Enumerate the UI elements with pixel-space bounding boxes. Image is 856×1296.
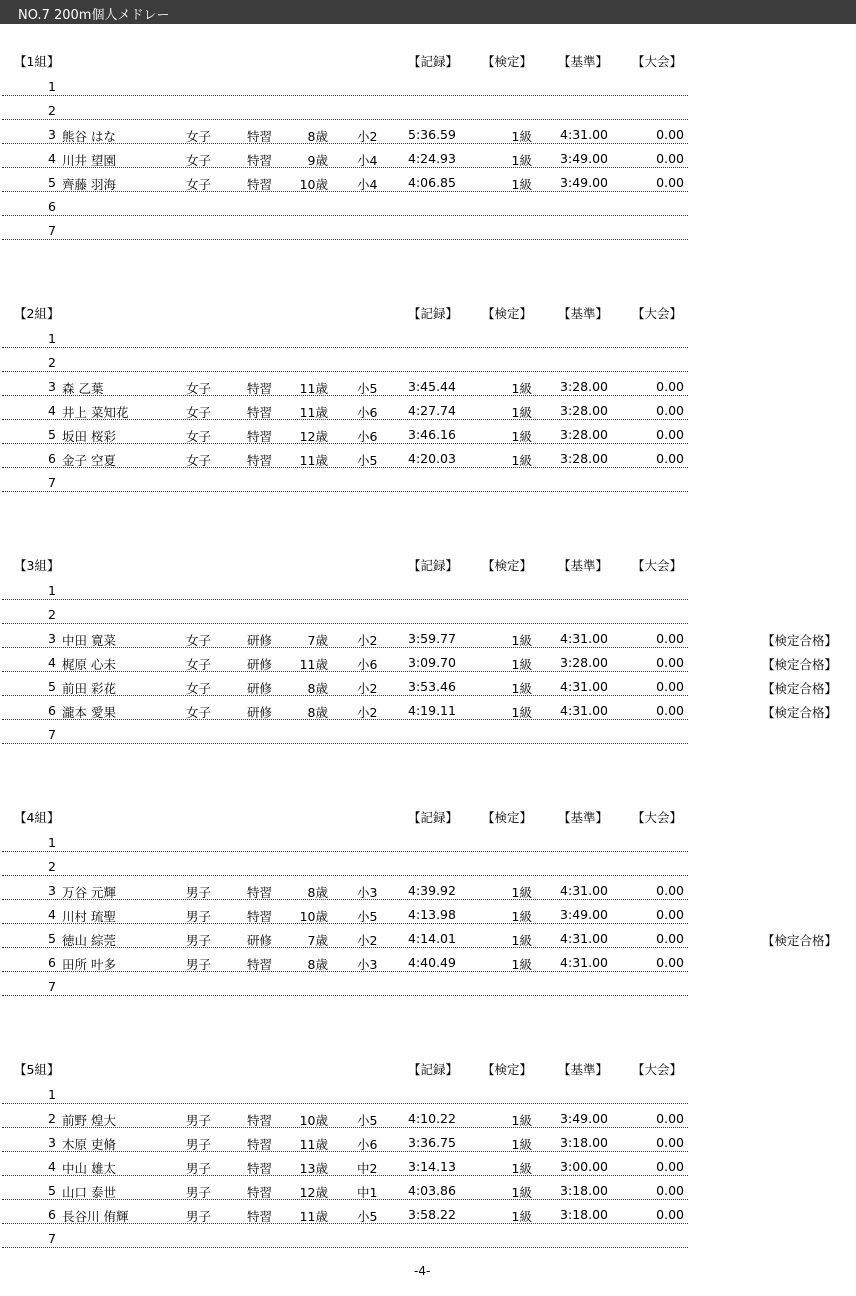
lane-row (0, 1224, 856, 1248)
record-time: 4:03.86 (408, 1183, 456, 1198)
certification-level: 1級 (511, 153, 532, 168)
sex: 男子 (186, 1113, 212, 1128)
header-kentei: 【検定】 (482, 1062, 533, 1077)
sex: 男子 (186, 885, 212, 900)
header-taikai: 【大会】 (632, 54, 683, 69)
standard-time: 3:28.00 (560, 451, 608, 466)
sex: 男子 (186, 1137, 212, 1152)
lane-row (0, 144, 856, 168)
school-grade: 小2 (357, 681, 378, 696)
lane-number: 2 (48, 103, 56, 118)
header-kijun: 【基準】 (558, 1062, 609, 1077)
lane-row (0, 852, 856, 876)
lane-number: 5 (48, 931, 56, 946)
lane-number: 7 (48, 979, 56, 994)
certification-level: 1級 (511, 633, 532, 648)
lane-number: 5 (48, 679, 56, 694)
lane-number: 7 (48, 727, 56, 742)
record-time: 4:20.03 (408, 451, 456, 466)
lane-row (0, 876, 856, 900)
header-kijun: 【基準】 (558, 54, 609, 69)
swimmer-name: 田所 叶多 (62, 957, 116, 972)
certification-level: 1級 (511, 1137, 532, 1152)
certification-level: 1級 (511, 933, 532, 948)
standard-time: 4:31.00 (560, 955, 608, 970)
swimmer-name: 森 乙葉 (62, 381, 104, 396)
age: 8歳 (307, 705, 328, 720)
record-time: 3:14.13 (408, 1159, 456, 1174)
record-time: 4:27.74 (408, 403, 456, 418)
lane-number: 5 (48, 175, 56, 190)
sex: 女子 (186, 705, 212, 720)
category: 特習 (247, 909, 273, 924)
lane-number: 2 (48, 607, 56, 622)
school-grade: 小4 (357, 153, 378, 168)
header-kentei: 【検定】 (482, 558, 533, 573)
swimmer-name: 木原 吏脩 (62, 1137, 116, 1152)
lane-row (0, 720, 856, 744)
category: 特習 (247, 957, 273, 972)
swimmer-name: 中田 寛菜 (62, 633, 116, 648)
age: 8歳 (307, 885, 328, 900)
lane-row (0, 1080, 856, 1104)
category: 特習 (247, 177, 273, 192)
school-grade: 小5 (357, 1209, 378, 1224)
standard-time: 4:31.00 (560, 631, 608, 646)
heat-header (0, 804, 856, 828)
age: 11歳 (299, 1209, 328, 1224)
page-number: -4- (414, 1264, 431, 1278)
record-time: 4:24.93 (408, 151, 456, 166)
sex: 男子 (186, 909, 212, 924)
standard-time: 4:31.00 (560, 679, 608, 694)
heat-header (0, 552, 856, 576)
certification-level: 1級 (511, 129, 532, 144)
standard-time: 3:00.00 (560, 1159, 608, 1174)
lane-number: 1 (48, 583, 56, 598)
category: 特習 (247, 1137, 273, 1152)
meet-time: 0.00 (656, 679, 684, 694)
swimmer-name: 川村 琉聖 (62, 909, 116, 924)
age: 9歳 (307, 153, 328, 168)
swimmer-name: 前田 彩花 (62, 681, 116, 696)
school-grade: 小2 (357, 933, 378, 948)
lane-number: 3 (48, 379, 56, 394)
header-record: 【記録】 (408, 54, 459, 69)
age: 10歳 (299, 909, 328, 924)
lane-row (0, 348, 856, 372)
lane-row (0, 468, 856, 492)
row-divider (2, 1247, 688, 1248)
school-grade: 小6 (357, 657, 378, 672)
meet-time: 0.00 (656, 883, 684, 898)
meet-time: 0.00 (656, 427, 684, 442)
header-kentei: 【検定】 (482, 54, 533, 69)
sex: 男子 (186, 1185, 212, 1200)
swimmer-name: 坂田 桜彩 (62, 429, 116, 444)
header-kentei: 【検定】 (482, 810, 533, 825)
standard-time: 3:28.00 (560, 427, 608, 442)
heat-group (0, 48, 856, 288)
swimmer-name: 万谷 元輝 (62, 885, 116, 900)
certification-level: 1級 (511, 405, 532, 420)
swimmer-name: 長谷川 侑輝 (62, 1209, 129, 1224)
school-grade: 小5 (357, 1113, 378, 1128)
swimmer-name: 梶原 心未 (62, 657, 116, 672)
meet-time: 0.00 (656, 703, 684, 718)
meet-time: 0.00 (656, 1111, 684, 1126)
meet-time: 0.00 (656, 451, 684, 466)
meet-time: 0.00 (656, 907, 684, 922)
swimmer-name: 金子 空夏 (62, 453, 116, 468)
lane-number: 5 (48, 1183, 56, 1198)
category: 研修 (247, 633, 273, 648)
lane-row (0, 1104, 856, 1128)
standard-time: 4:31.00 (560, 703, 608, 718)
certification-level: 1級 (511, 1113, 532, 1128)
header-kijun: 【基準】 (558, 810, 609, 825)
lane-row (0, 1152, 856, 1176)
standard-time: 3:28.00 (560, 655, 608, 670)
school-grade: 小6 (357, 405, 378, 420)
certification-level: 1級 (511, 957, 532, 972)
heat-label: 【2組】 (14, 306, 60, 321)
lane-row (0, 600, 856, 624)
certification-level: 1級 (511, 681, 532, 696)
lane-number: 6 (48, 199, 56, 214)
category: 研修 (247, 705, 273, 720)
lane-number: 4 (48, 403, 56, 418)
lane-row (0, 696, 856, 720)
age: 12歳 (299, 1185, 328, 1200)
age: 11歳 (299, 657, 328, 672)
heat-header (0, 300, 856, 324)
header-taikai: 【大会】 (632, 306, 683, 321)
category: 研修 (247, 933, 273, 948)
category: 研修 (247, 657, 273, 672)
standard-time: 3:49.00 (560, 1111, 608, 1126)
school-grade: 小2 (357, 633, 378, 648)
lane-number: 4 (48, 1159, 56, 1174)
header-kijun: 【基準】 (558, 558, 609, 573)
school-grade: 小2 (357, 705, 378, 720)
sex: 女子 (186, 681, 212, 696)
lane-row (0, 324, 856, 348)
meet-time: 0.00 (656, 1183, 684, 1198)
sex: 男子 (186, 933, 212, 948)
age: 7歳 (307, 633, 328, 648)
standard-time: 4:31.00 (560, 883, 608, 898)
heat-label: 【1組】 (14, 54, 60, 69)
standard-time: 4:31.00 (560, 127, 608, 142)
header-taikai: 【大会】 (632, 810, 683, 825)
lane-number: 4 (48, 907, 56, 922)
standard-time: 3:18.00 (560, 1207, 608, 1222)
category: 特習 (247, 1185, 273, 1200)
category: 特習 (247, 405, 273, 420)
lane-row (0, 624, 856, 648)
record-time: 4:10.22 (408, 1111, 456, 1126)
record-time: 3:53.46 (408, 679, 456, 694)
meet-time: 0.00 (656, 403, 684, 418)
record-time: 3:59.77 (408, 631, 456, 646)
record-time: 3:09.70 (408, 655, 456, 670)
lane-row (0, 216, 856, 240)
school-grade: 小5 (357, 381, 378, 396)
standard-time: 3:49.00 (560, 907, 608, 922)
sex: 女子 (186, 405, 212, 420)
row-divider (2, 491, 688, 492)
lane-number: 3 (48, 1135, 56, 1150)
lane-number: 3 (48, 883, 56, 898)
heat-label: 【4組】 (14, 810, 60, 825)
lane-row (0, 168, 856, 192)
lane-row (0, 1128, 856, 1152)
swimmer-name: 前野 煌大 (62, 1113, 116, 1128)
age: 8歳 (307, 681, 328, 696)
standard-time: 3:18.00 (560, 1183, 608, 1198)
lane-row (0, 396, 856, 420)
swimmer-name: 川井 望園 (62, 153, 116, 168)
sex: 女子 (186, 153, 212, 168)
sex: 女子 (186, 177, 212, 192)
age: 11歳 (299, 405, 328, 420)
age: 11歳 (299, 1137, 328, 1152)
pass-badge: 【検定合格】 (762, 681, 838, 696)
school-grade: 小3 (357, 885, 378, 900)
sex: 男子 (186, 1161, 212, 1176)
age: 10歳 (299, 177, 328, 192)
header-record: 【記録】 (408, 1062, 459, 1077)
swimmer-name: 熊谷 はな (62, 129, 116, 144)
heat-group (0, 1056, 856, 1296)
category: 特習 (247, 1113, 273, 1128)
lane-number: 7 (48, 223, 56, 238)
meet-time: 0.00 (656, 955, 684, 970)
lane-row (0, 96, 856, 120)
meet-time: 0.00 (656, 655, 684, 670)
lane-row (0, 1176, 856, 1200)
age: 7歳 (307, 933, 328, 948)
swimmer-name: 徳山 綜莞 (62, 933, 116, 948)
certification-level: 1級 (511, 381, 532, 396)
swimmer-name: 齊藤 羽海 (62, 177, 116, 192)
pass-badge: 【検定合格】 (762, 933, 838, 948)
category: 特習 (247, 1161, 273, 1176)
meet-time: 0.00 (656, 1159, 684, 1174)
lane-number: 1 (48, 835, 56, 850)
record-time: 4:39.92 (408, 883, 456, 898)
age: 10歳 (299, 1113, 328, 1128)
heat-header (0, 1056, 856, 1080)
lane-number: 2 (48, 859, 56, 874)
certification-level: 1級 (511, 429, 532, 444)
sex: 女子 (186, 381, 212, 396)
lane-row (0, 120, 856, 144)
lane-row (0, 924, 856, 948)
lane-row (0, 828, 856, 852)
lane-number: 6 (48, 1207, 56, 1222)
standard-time: 3:28.00 (560, 379, 608, 394)
header-record: 【記録】 (408, 306, 459, 321)
swimmer-name: 山口 泰世 (62, 1185, 116, 1200)
lane-row (0, 372, 856, 396)
certification-level: 1級 (511, 705, 532, 720)
certification-level: 1級 (511, 657, 532, 672)
swimmer-name: 瀧本 愛果 (62, 705, 116, 720)
record-time: 4:06.85 (408, 175, 456, 190)
standard-time: 3:49.00 (560, 151, 608, 166)
header-taikai: 【大会】 (632, 1062, 683, 1077)
lane-number: 6 (48, 955, 56, 970)
age: 8歳 (307, 957, 328, 972)
certification-level: 1級 (511, 1209, 532, 1224)
lane-number: 4 (48, 151, 56, 166)
meet-time: 0.00 (656, 127, 684, 142)
record-time: 3:46.16 (408, 427, 456, 442)
header-kentei: 【検定】 (482, 306, 533, 321)
header-record: 【記録】 (408, 810, 459, 825)
meet-time: 0.00 (656, 631, 684, 646)
lane-row (0, 672, 856, 696)
school-grade: 小5 (357, 453, 378, 468)
row-divider (2, 995, 688, 996)
lane-number: 6 (48, 451, 56, 466)
record-time: 3:36.75 (408, 1135, 456, 1150)
pass-badge: 【検定合格】 (762, 657, 838, 672)
lane-number: 5 (48, 427, 56, 442)
lane-row (0, 900, 856, 924)
school-grade: 小3 (357, 957, 378, 972)
category: 特習 (247, 429, 273, 444)
record-time: 4:40.49 (408, 955, 456, 970)
meet-time: 0.00 (656, 175, 684, 190)
header-record: 【記録】 (408, 558, 459, 573)
certification-level: 1級 (511, 1185, 532, 1200)
row-divider (2, 743, 688, 744)
heat-label: 【5組】 (14, 1062, 60, 1077)
certification-level: 1級 (511, 885, 532, 900)
heat-group (0, 300, 856, 540)
standard-time: 4:31.00 (560, 931, 608, 946)
standard-time: 3:28.00 (560, 403, 608, 418)
certification-level: 1級 (511, 177, 532, 192)
heat-group (0, 804, 856, 1044)
lane-number: 6 (48, 703, 56, 718)
category: 研修 (247, 681, 273, 696)
meet-time: 0.00 (656, 151, 684, 166)
record-time: 5:36.59 (408, 127, 456, 142)
heat-label: 【3組】 (14, 558, 60, 573)
school-grade: 中2 (357, 1161, 378, 1176)
certification-level: 1級 (511, 1161, 532, 1176)
lane-row (0, 1200, 856, 1224)
category: 特習 (247, 1209, 273, 1224)
heat-header (0, 48, 856, 72)
lane-number: 3 (48, 127, 56, 142)
record-time: 3:58.22 (408, 1207, 456, 1222)
lane-number: 1 (48, 331, 56, 346)
pass-badge: 【検定合格】 (762, 705, 838, 720)
page-title: NO.7 200m個人メドレー (18, 8, 170, 23)
lane-row (0, 648, 856, 672)
age: 11歳 (299, 381, 328, 396)
school-grade: 中1 (357, 1185, 378, 1200)
lane-row (0, 576, 856, 600)
standard-time: 3:18.00 (560, 1135, 608, 1150)
sex: 男子 (186, 1209, 212, 1224)
record-time: 4:13.98 (408, 907, 456, 922)
meet-time: 0.00 (656, 1207, 684, 1222)
standard-time: 3:49.00 (560, 175, 608, 190)
pass-badge: 【検定合格】 (762, 633, 838, 648)
record-time: 4:14.01 (408, 931, 456, 946)
age: 12歳 (299, 429, 328, 444)
row-divider (2, 239, 688, 240)
age: 13歳 (299, 1161, 328, 1176)
header-taikai: 【大会】 (632, 558, 683, 573)
lane-number: 3 (48, 631, 56, 646)
school-grade: 小4 (357, 177, 378, 192)
record-time: 3:45.44 (408, 379, 456, 394)
lane-row (0, 444, 856, 468)
header-kijun: 【基準】 (558, 306, 609, 321)
lane-number: 1 (48, 1087, 56, 1102)
category: 特習 (247, 453, 273, 468)
age: 8歳 (307, 129, 328, 144)
age: 11歳 (299, 453, 328, 468)
record-time: 4:19.11 (408, 703, 456, 718)
sex: 女子 (186, 657, 212, 672)
school-grade: 小2 (357, 129, 378, 144)
certification-level: 1級 (511, 453, 532, 468)
swimmer-name: 井上 菜知花 (62, 405, 129, 420)
lane-number: 1 (48, 79, 56, 94)
certification-level: 1級 (511, 909, 532, 924)
school-grade: 小5 (357, 909, 378, 924)
lane-number: 4 (48, 655, 56, 670)
sex: 女子 (186, 453, 212, 468)
title-bar (0, 0, 856, 24)
category: 特習 (247, 381, 273, 396)
lane-row (0, 948, 856, 972)
category: 特習 (247, 885, 273, 900)
lane-row (0, 420, 856, 444)
lane-row (0, 972, 856, 996)
lane-number: 7 (48, 1231, 56, 1246)
lane-number: 7 (48, 475, 56, 490)
category: 特習 (247, 129, 273, 144)
school-grade: 小6 (357, 1137, 378, 1152)
category: 特習 (247, 153, 273, 168)
school-grade: 小6 (357, 429, 378, 444)
meet-time: 0.00 (656, 379, 684, 394)
meet-time: 0.00 (656, 931, 684, 946)
heat-group (0, 552, 856, 792)
sex: 女子 (186, 633, 212, 648)
lane-row (0, 72, 856, 96)
lane-number: 2 (48, 355, 56, 370)
meet-time: 0.00 (656, 1135, 684, 1150)
sex: 女子 (186, 129, 212, 144)
lane-row (0, 192, 856, 216)
sex: 女子 (186, 429, 212, 444)
sex: 男子 (186, 957, 212, 972)
swimmer-name: 中山 雄太 (62, 1161, 116, 1176)
lane-number: 2 (48, 1111, 56, 1126)
